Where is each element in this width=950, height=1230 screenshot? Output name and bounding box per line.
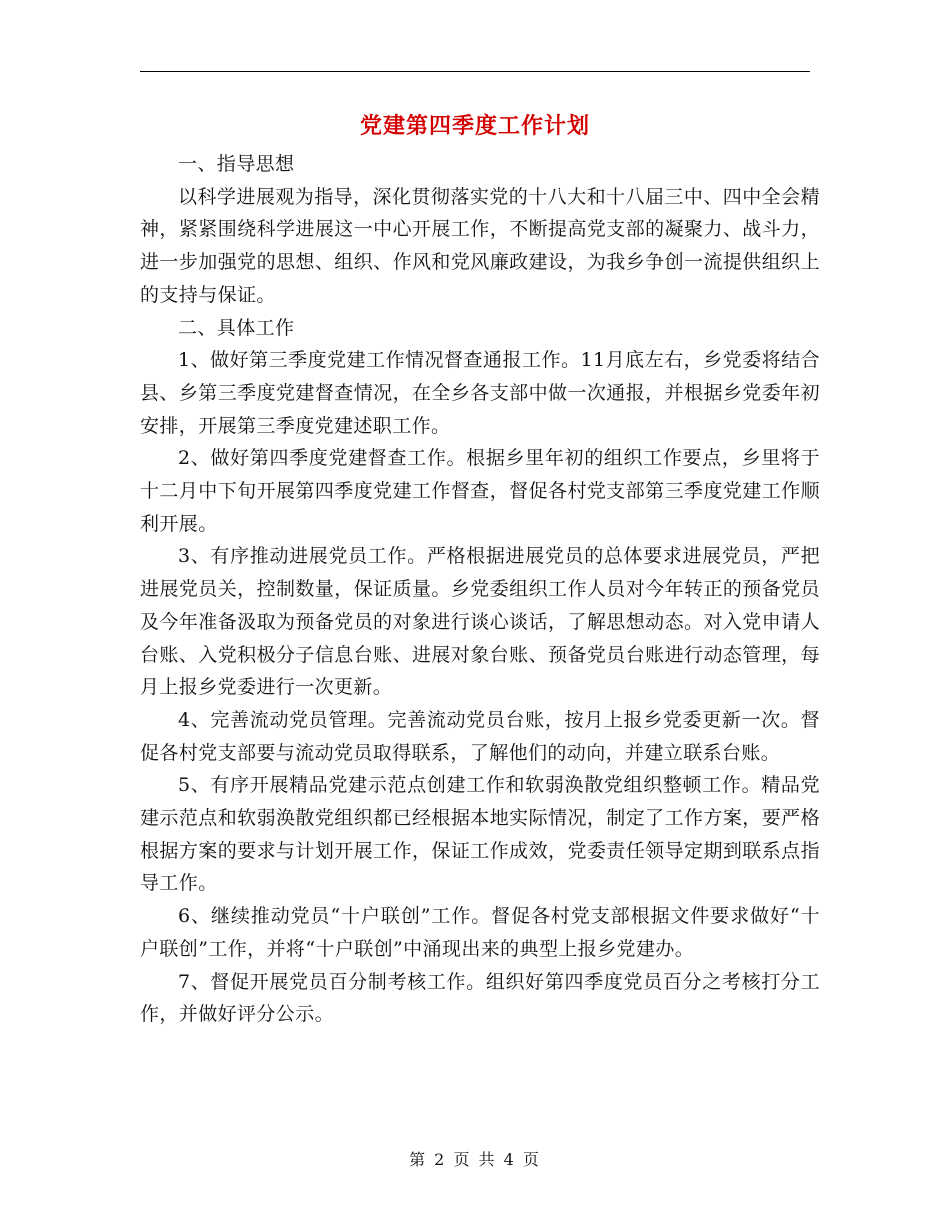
document-title: 党建第四季度工作计划: [359, 113, 590, 139]
paragraph-item-2: 2、做好第四季度党建督查工作。根据乡里年初的组织工作要点，乡里将于十二月中下旬开展第四季度党建工作督查，督促各村党支部第三季度党建工作顺利开展。: [140, 447, 820, 535]
section-heading-guiding-thought: 一、指导思想: [178, 153, 295, 175]
paragraph-guiding-thought: 以科学进展观为指导，深化贯彻落实党的十八大和十八届三中、四中全会精神，紧紧围绕科学进展这一中心开展工作，不断提高党支部的凝聚力、战斗力，进一步加强党的思想、组织、作风和党风廉政建设，为我乡争创一流提供组织上的支持与保证。: [140, 185, 820, 306]
document-body: [140, 148, 820, 1031]
paragraph-item-6: 6、继续推动党员“十户联创”工作。督促各村党支部根据文件要求做好“十户联创”工作，并将“十户联创”中涌现出来的典型上报乡党建办。: [140, 905, 820, 960]
paragraph-item-5: 5、有序开展精品党建示范点创建工作和软弱涣散党组织整顿工作。精品党建示范点和软弱涣散党组织都已经根据本地实际情况，制定了工作方案，要严格根据方案的要求与计划开展工作，保证工作成效，党委责任领导定期到联系点指导工作。: [140, 774, 820, 895]
page-number-footer: 第 2 页 共 4 页: [409, 1150, 541, 1169]
section-heading-specific-work: 二、具体工作: [178, 316, 295, 339]
paragraph-item-7: 7、督促开展党员百分制考核工作。组织好第四季度党员百分之考核打分工作，并做好评分公示。: [140, 970, 820, 1026]
paragraph-item-1: 1、做好第三季度党建工作情况督查通报工作。11月底左右，乡党委将结合县、乡第三季度党建督查情况，在全乡各支部中做一次通报，并根据乡党委年初安排，开展第三季度党建述职工作。: [140, 349, 820, 437]
header-rule: [140, 71, 810, 72]
paragraph-item-4: 4、完善流动党员管理。完善流动党员台账，按月上报乡党委更新一次。督促各村党支部要与流动党员取得联系，了解他们的动向，并建立联系台账。: [140, 708, 820, 764]
paragraph-item-3: 3、有序推动进展党员工作。严格根据进展党员的总体要求进展党员，严把进展党员关，控制数量，保证质量。乡党委组织工作人员对今年转正的预备党员及今年准备汲取为预备党员的对象进行谈心谈话，了解思想动态。对入党申请人台账、入党积极分子信息台账、进展对象台账、预备党员台账进行动态管理，每月上报乡党委进行一次更新。: [140, 545, 820, 699]
